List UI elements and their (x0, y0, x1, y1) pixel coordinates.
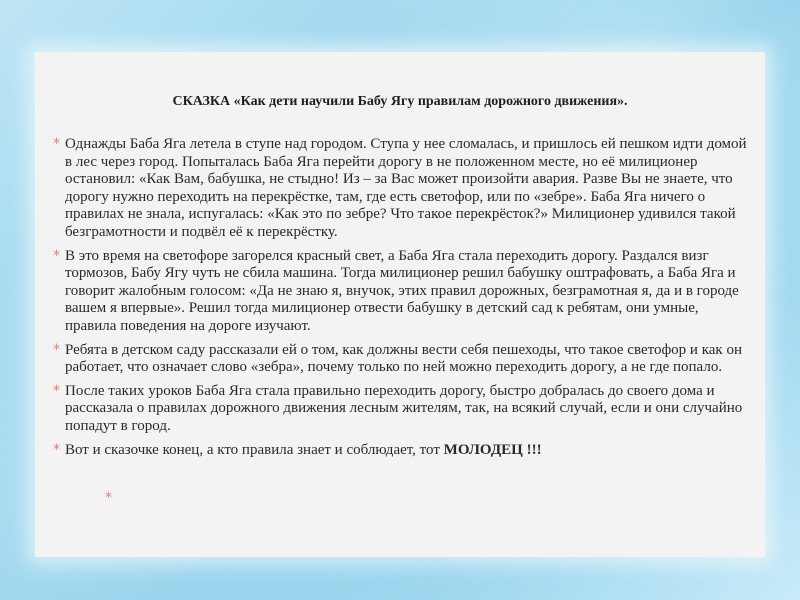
bullet-marker-icon: * (53, 136, 60, 152)
bullet-marker-icon: * (53, 382, 60, 399)
bullet-marker-icon: * (53, 441, 60, 458)
paragraph-text: Ребята в детском саду рассказали ей о том, как должны вести себя пешеходы, что такое светофор и как он работает, что означает слово «зебра», почему только по ней можно переходить дорогу, а не где попало. (65, 341, 742, 376)
slide-title: СКАЗКА «Как дети научили Бабу Ягу правилам дорожного движения». (172, 94, 628, 109)
bullet-marker-icon: * (53, 247, 60, 264)
paragraph-text: После таких уроков Баба Яга стала правильно переходить дорогу, быстро добралась до своего дома и рассказала о правилах дорожного движения лесным жителям, так, на всякий случай, если и они случайно попадут в город. (65, 382, 743, 434)
closing-text: Вот и сказочке конец, а кто правила знает и соблюдает, тот (65, 441, 444, 458)
paragraph-text: В это время на светофоре загорелся красный свет, а Баба Яга стала переходить дорогу. Раздался визг тормозов, Бабу Ягу чуть не сбила машина. Тогда милиционер решил бабушку оштрафовать, а Баба Яга и говорит жалобным голосом: «Да не знаю я, внучок, этих правил дорожных, безграмотная я, да и в городе вашем я впервые». Решил тогда милиционер отвести бабушку в детский сад к ребятам, они умные, правила поведения на дороге изучают. (65, 247, 739, 334)
content-panel (35, 52, 765, 557)
paragraph-5 (53, 442, 753, 460)
paragraph-1 (53, 136, 753, 242)
paragraph-4 (53, 383, 753, 436)
closing-emphasis: МОЛОДЕЦ !!! (443, 441, 542, 458)
bullet-marker-icon: * (53, 341, 60, 358)
bullet-list (53, 136, 753, 465)
paragraph-text: Однажды Баба Яга летела в ступе над городом. Ступа у нее сломалась, и пришлось ей пешком идти домой в лес через город. Попыталась Баба Яга перейти дорогу в не положенном месте, но её милиционер остановил: «Как Вам, бабушка, не стыдно! Из – за Вас может произойти авария. Разве Вы не знаете, что дорогу нужно переходить на перекрёстке, там, где есть светофор, или по «зебре». Баба Яга ничего о правилах не знала, испугалась: «Как это по зебре? Что такое перекрёсток?» Милиционер удивился такой безграмотности и подвёл её к перекрёстку. (65, 136, 747, 240)
paragraph-3 (53, 342, 753, 377)
paragraph-text (65, 442, 542, 458)
empty-bullet-marker-icon: * (105, 490, 112, 506)
paragraph-2 (53, 248, 753, 336)
